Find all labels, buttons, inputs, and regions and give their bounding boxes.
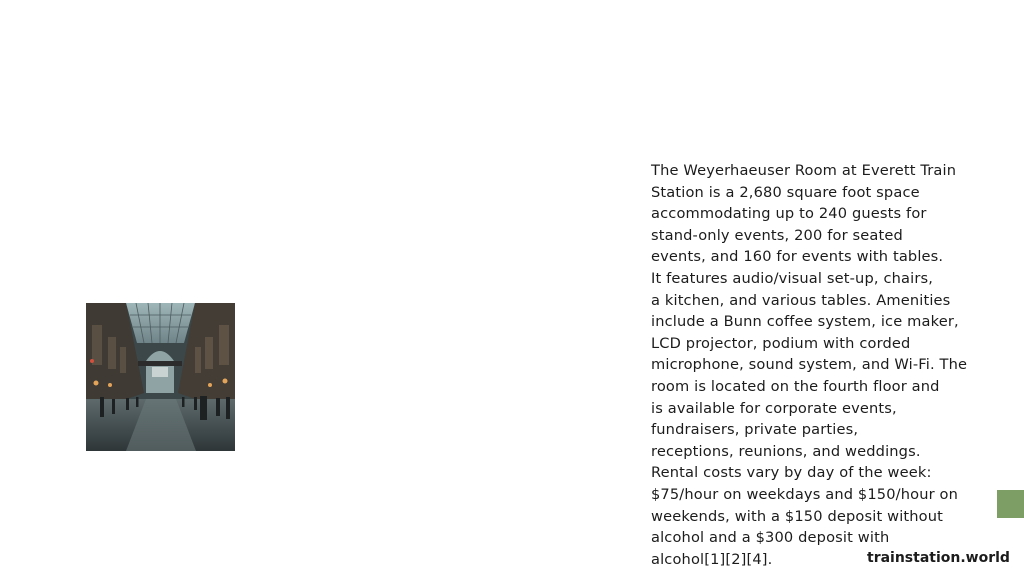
description-line: fundraisers, private parties, [651,421,859,439]
train-station-hall-icon [86,303,235,451]
description-line: Rental costs vary by day of the week: [651,464,932,482]
description-line: a kitchen, and various tables. Amenities [651,291,951,309]
description-line: is available for corporate events, [651,399,897,417]
description-line: alcohol and a $300 deposit with [651,529,890,547]
train-station-photo [86,303,235,451]
description-line: stand-only events, 200 for seated [651,226,903,244]
description-line: include a Bunn coffee system, ice maker, [651,313,959,331]
accent-block [997,490,1024,518]
venue-description [651,160,991,570]
description-line: The Weyerhaeuser Room at Everett Train [651,162,957,179]
description-line: receptions, reunions, and weddings. [651,442,921,460]
description-line: microphone, sound system, and Wi-Fi. The [651,356,968,374]
description-line: Station is a 2,680 square foot space [651,183,920,201]
site-watermark: trainstation.world [867,550,1010,566]
description-line: room is located on the fourth floor and [651,377,940,395]
description-line: events, and 160 for events with tables. [651,248,944,266]
description-line: accommodating up to 240 guests for [651,205,927,223]
description-line: weekends, with a $150 deposit without [651,507,944,525]
description-line: $75/hour on weekdays and $150/hour on [651,485,959,503]
description-line: alcohol[1][2][4]. [651,550,773,568]
description-line: It features audio/visual set-up, chairs, [651,269,934,287]
description-line: LCD projector, podium with corded [651,334,911,352]
